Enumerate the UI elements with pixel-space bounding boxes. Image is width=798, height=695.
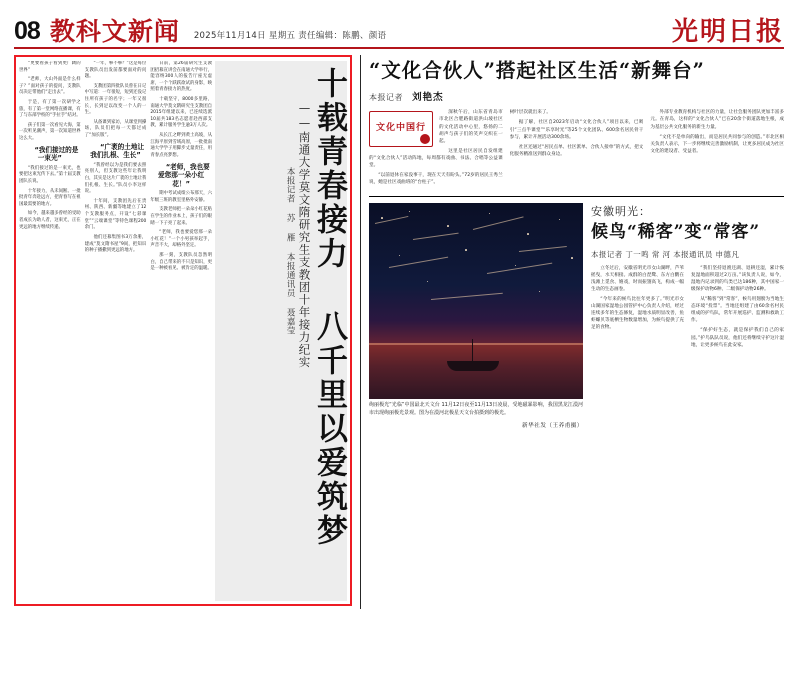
subheading: “我们接过的是一束光” [34, 145, 79, 163]
article2-column-3 [650, 109, 784, 189]
paragraph: “我曾经以为是我们要去照亮别人，但支教这些年让我明白，其实是这片广袤的土地让我们扎根、生长。”队员小李这样说。 [84, 162, 147, 195]
aurora-photo [369, 203, 583, 399]
paragraph: 他们还募集图书3万余册，建成“莫文隋书屋”9间，把知识的种子播撒到更远的地方。 [84, 234, 147, 254]
article3 [591, 203, 784, 609]
feature-headline: 十载青春接力 八千里以爱筑梦 [311, 67, 347, 548]
paragraph: 从“稀客”到“常客”，候鸟用翅膀为当地生态环境“投票”。当地还组建了由60余名村民组成的护鸟队，常年开展巡护、监测和救助工作。 [691, 297, 784, 324]
article2-column-2 [510, 109, 644, 189]
paragraph: “老师，我也要爱您那一朵小红花！”一个小男孩举起手，声音不大，却格外坚定。 [150, 230, 213, 249]
page-number: 08 [14, 17, 40, 45]
article3-column-1 [591, 265, 684, 609]
paragraph: 深秋午后，山东省青岛市市北区合肥路街道洪山坡社区的文化活动中心里，悠扬的二胡声与孩子们的笑声交织在一起。 [439, 110, 503, 144]
subheading: “广袤的土地让我们扎根、生长” [90, 142, 145, 160]
article2-byline [369, 89, 784, 103]
feature-column-1 [150, 61, 212, 601]
paragraph: “我们接过的是一束光，也要把这束光传下去。”第十届支教团队长说。 [19, 165, 81, 185]
page-body [14, 49, 784, 609]
subheading: “老师，我也要爱您那一朵小红花！” [158, 162, 210, 188]
mast-shape [472, 339, 473, 361]
masthead [14, 0, 784, 49]
section-title: 教科文新闻 [49, 17, 180, 46]
byline-name: 刘艳杰 [412, 92, 444, 104]
article2-headline: “文化合伙人”搭起社区生活“新舞台” [369, 59, 705, 82]
paragraph: 如今，越来越多曾经的受助者成长为助人者，这束光，正在更远的地方继续传递。 [19, 211, 81, 230]
boat-shape [447, 361, 499, 371]
paragraph: “以前退休在家没事干，现在天天有盼头。”72岁的居民王秀兰说，她是社区戏曲班的“台柱子”。 [369, 173, 503, 186]
water-area [369, 345, 583, 399]
paragraph: 这里是社区居民自发组建的“文化合伙人”活动阵地，每周都有戏曲、书法、合唱等公益课堂。 [369, 148, 503, 169]
paragraph: 日前，第26届研究生支教团招募宣讲会在南通大学举行，能容纳300人的报告厅座无虚席，一个个跃跃欲试的身影，映照着青春接力的热度。 [150, 61, 213, 93]
paragraph: 支教团第四批队员曾在日记中写道：一年很短，短到还没记住所有孩子的名字；一年又很长，长到足以改变一个人的一生。 [84, 83, 147, 116]
culture-china-stamp [369, 111, 433, 147]
paragraph: 十年接力，从未间断。一批批青年奔赴远方，把青春写在祖国最需要的地方。 [19, 188, 81, 207]
paragraph: “老师，大山外面是什么样子？”面对孩子的提问，支教队员决定带他们“走出去”。 [19, 77, 81, 96]
article3-headline: 候鸟“稀客”变“常客” [591, 222, 761, 243]
article3-columns [591, 265, 784, 609]
paragraph: 期中考试成绩公布那天，六年级三班的教室里格外安静。 [150, 191, 213, 203]
paragraph: 社区还通过“居民点单、社区派单、合伙人接单”的方式，把文化服务精准送到群众身边。 [509, 144, 644, 157]
right-column [369, 55, 784, 609]
lower-section [369, 203, 784, 609]
feature-byline: 本报记者 苏 雁 本报通讯员 聂嘉莹 [285, 167, 296, 335]
feature-vertical-headline [215, 61, 347, 601]
newspaper-brand: 光明日报 [671, 17, 784, 47]
paragraph: 从备课到家访，从课堂到操场，队员们把每一天都过成了“加长版”。 [84, 119, 147, 139]
feature-column-3 [19, 61, 81, 601]
article2-columns [369, 109, 784, 189]
paragraph: 那一刻，支教队员忽然明白，自己带来的不只是知识，更是一种被看见、被肯定的温暖。 [150, 253, 213, 272]
paragraph: 立冬过后，安徽省明光市女山湖畔，芦苇摇曳，水天相接。成群的白琵鹭、东方白鹳在浅滩上觅食、嬉戏，时而振翅高飞，构成一幅生动的生态画卷。 [591, 265, 684, 292]
paragraph: “更要看孩子看到更广阔的世界” [19, 61, 81, 73]
paragraph: “我们坚持退渔还湖、退耕还湿，累计恢复湿地面积超过2万亩。”该负责人说，如今，湿地内记录到的鸟类已达186种，其中国家一级保护动物6种、二级保护动物26种。 [691, 265, 784, 292]
article3-column-2 [691, 265, 784, 609]
masthead-meta: 2025年11月14日 星期五 责任编辑：陈鹏、颜语 [193, 30, 387, 41]
paragraph: 据了解，社区自2023年启动“文化合伙人”项目以来，已吸引“三点半课堂”“乐享时光”等25个文化团队、600余名居民骨干参与，累计开展活动300余场。 [509, 120, 644, 140]
column-divider [360, 55, 361, 609]
photo-credit: 新华社发（王养甫摄） [522, 423, 583, 430]
paragraph: 孩子们第一次看见大海，第一次听见潮声，第一次知道世界这么大。 [19, 122, 81, 142]
feature-subhead: ——南通大学莫文隋研究生支教团十年接力纪实 [297, 101, 312, 369]
paragraph: “今年来的候鸟比往年更多了。”明光市女山湖国家湿地公园管护中心负责人介绍，经过连续多年的生态修复，湿地水质明显改善，鱼虾螺贝等底栖生物数量增加，为候鸟提供了充足的食物。 [591, 297, 684, 331]
paragraph: 十年间，支教团先后在贵州、陕西、新疆等地建立了12个支教服务点，开设“七彩课堂”“云端课堂”等特色课程200余门。 [84, 198, 147, 231]
feature-highlight-box [14, 55, 352, 606]
paragraph: 树叶层次就出来了。 [509, 110, 552, 116]
photo-caption: 绚丽极光“光临”中国最北天文台 11月12日夜至11月13日凌晨，受地磁暴影响，我国黑龙江漠河市出现绚丽极光景观。图为在漠河北极星天文台拍摄到的极光。 [369, 402, 583, 416]
paragraph: “保护好生态，就是保护我们自己的家园。”护鸟队队员说，他们还将继续守护这片湿地，让更多候鸟在此安家。 [691, 328, 784, 348]
paragraph: 从长江之畔到黄土高坡，从江海平原到雪域高原，一批批南通大学学子用脚步丈量责任，用青春点亮梦想。 [150, 133, 213, 158]
byline-label: 本报记者 [369, 93, 403, 103]
article2-column-1 [369, 109, 503, 189]
seal-icon [420, 134, 430, 144]
feature-text-columns [19, 61, 212, 601]
stamp-label: 文化中国行 [375, 123, 426, 134]
paragraph: “一年，够不够？”这是每位支教队员出发前都要面对的问题。 [84, 61, 147, 80]
section-divider [369, 196, 784, 197]
photo-block [369, 203, 583, 609]
paragraph: “文化不是单向的输出，而是居民共同参与的创造。”市北区相关负责人表示，下一步将继续完善激励机制，让更多居民成为社区文化的建设者、受益者。 [650, 134, 785, 154]
paragraph: 支教老师把一朵朵小红花贴在学生的作业本上，孩子们的眼睛一下子亮了起来。 [150, 207, 213, 226]
paragraph: 外部专业教育机构与社区的力量，让社会服务团队更加丰富多元。在青岛，这样的“文化合伙人”已在20余个街道落地生根，成为基层公共文化服务的新生力量。 [650, 110, 785, 130]
article3-byline: 本报记者 丁一鸣 常 河 本报通讯员 申德凡 [591, 249, 740, 259]
left-column [14, 55, 352, 609]
article3-kicker: 安徽明光： [591, 205, 651, 219]
paragraph: 十载坚守，8000多里路，南通大学莫文隋研究生支教团自2015年组建以来，已连续选派10届共183名志愿者赴西部支教，累计服务学生逾3万人次。 [150, 97, 213, 129]
paragraph: 于是，有了第一次研学之旅，有了第一堂网络直播课，有了与东部学校的“手拉手”结对。 [19, 100, 81, 119]
feature-column-2 [85, 61, 147, 601]
